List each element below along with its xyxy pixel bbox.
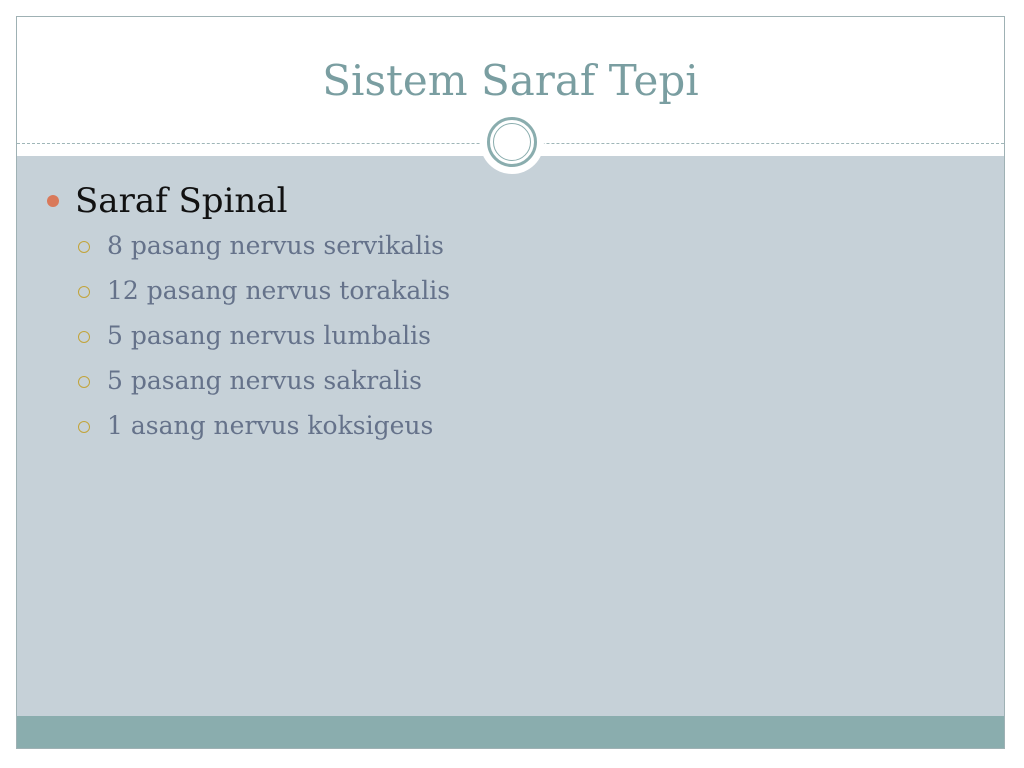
list-item-text: 12 pasang nervus torakalis bbox=[107, 276, 451, 305]
ring-bullet-icon bbox=[78, 241, 90, 253]
circle-ornament-icon bbox=[480, 110, 544, 174]
list-item bbox=[17, 358, 1004, 403]
list-item bbox=[17, 268, 1004, 313]
list-item bbox=[17, 313, 1004, 358]
circle-ornament-inner-ring bbox=[493, 123, 531, 161]
ring-bullet-icon bbox=[78, 376, 90, 388]
bullet-heading-item bbox=[17, 179, 1004, 223]
list-item bbox=[17, 403, 1004, 448]
ring-bullet-icon bbox=[78, 286, 90, 298]
list-item-text: 5 pasang nervus lumbalis bbox=[107, 321, 431, 350]
slide bbox=[16, 16, 1005, 749]
bullet-list bbox=[17, 179, 1004, 448]
circle-ornament-outer-ring bbox=[487, 117, 537, 167]
filled-dot-bullet-icon bbox=[47, 195, 59, 207]
list-item bbox=[17, 223, 1004, 268]
ring-bullet-icon bbox=[78, 421, 90, 433]
ring-bullet-icon bbox=[78, 331, 90, 343]
slide-title: Sistem Saraf Tepi bbox=[322, 56, 699, 105]
bullet-heading: Saraf Spinal bbox=[75, 181, 288, 221]
list-item-text: 1 asang nervus koksigeus bbox=[107, 411, 434, 440]
list-item-text: 8 pasang nervus servikalis bbox=[107, 231, 444, 260]
footer-band bbox=[17, 716, 1004, 749]
list-item-text: 5 pasang nervus sakralis bbox=[107, 366, 422, 395]
